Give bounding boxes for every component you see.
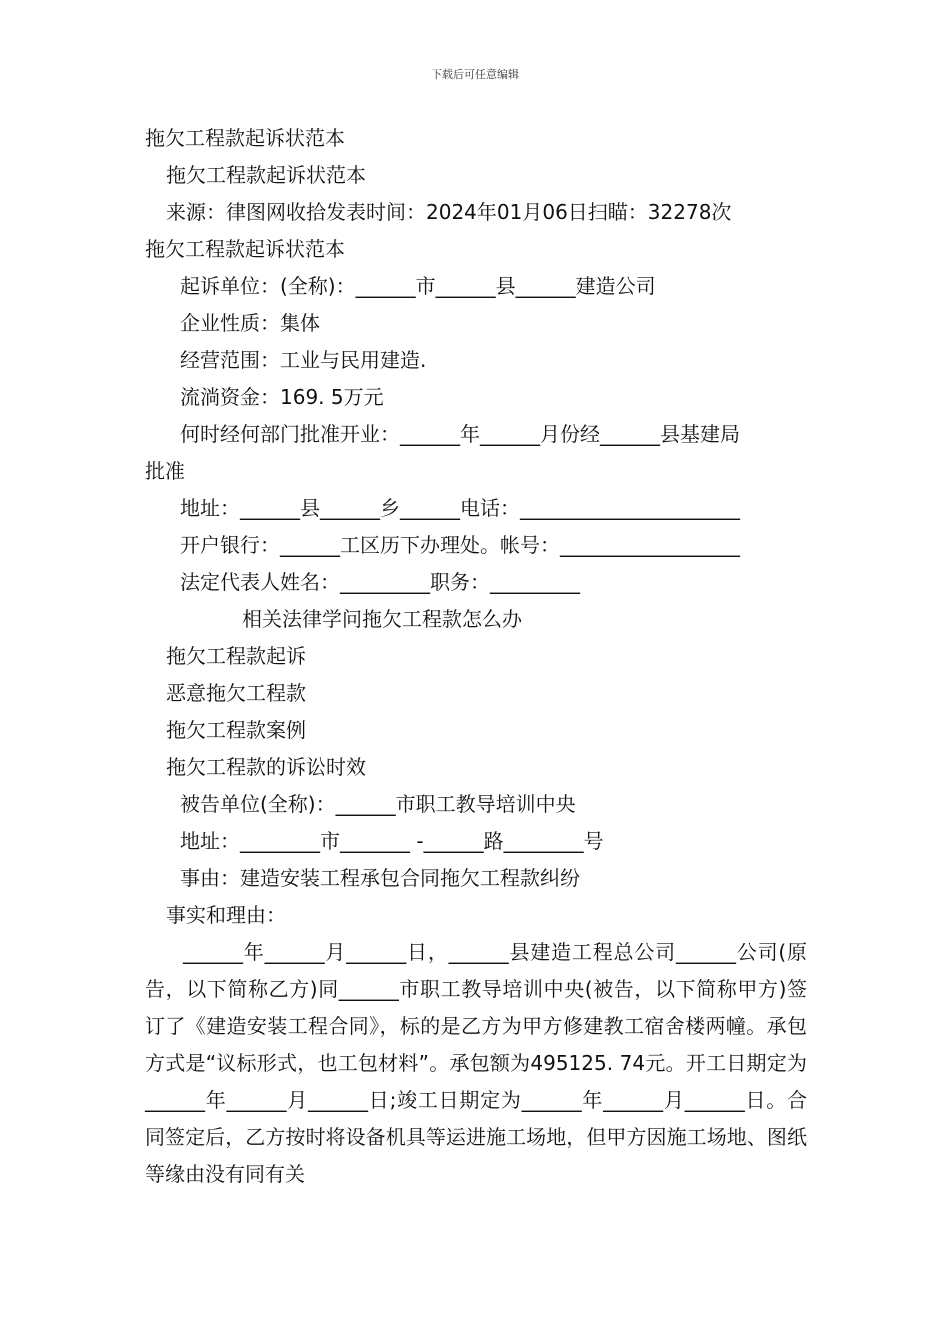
page-header: 下载后可任意编辑: [431, 68, 519, 81]
related-link-4[interactable]: 拖欠工程款的诉讼时效: [166, 755, 366, 779]
enterprise-nature: 企业性质：集体: [180, 311, 320, 335]
section-title: 拖欠工程款起诉状范本: [145, 237, 345, 261]
facts-heading: 事实和理由：: [166, 903, 286, 927]
related-link-1[interactable]: 拖欠工程款起诉: [166, 644, 306, 668]
legal-representative: 法定代表人姓名：_________职务：_________: [180, 570, 580, 594]
related-link-2[interactable]: 恶意拖欠工程款: [166, 681, 306, 705]
related-knowledge-heading: 相关法律学问拖欠工程款怎么办: [242, 607, 522, 631]
approval-line-cont: 批准: [145, 459, 185, 483]
source-line: 来源：律图网收拾发表时间：2024年01月06日扫瞄：32278次: [166, 200, 732, 224]
related-link-3[interactable]: 拖欠工程款案例: [166, 718, 306, 742]
defendant-address: 地址：________市_______ -______路________号: [180, 829, 604, 853]
business-scope: 经营范围：工业与民用建造.: [180, 348, 427, 372]
cause-of-action: 事由：建造安装工程承包合同拖欠工程款纠纷: [180, 866, 580, 890]
facts-paragraph: ______年______月______日，______县建造工程总公司______公司(原告，以下简称乙方)同______市职工教导培训中央(被告，以下简称甲方)签订了《建造安装工程合同》，标的是乙方为甲方修建教工宿舍楼两幢。承包方式是“议标形式，也工包材料”。承包额为495125. 74元。开工日期定为______年______月______日;竣工日期定为______年______月______日。合同签定后，乙方按时将设备机具等运进施工场地，但甲方因施工场地、图纸等缘由没有同有关: [145, 940, 807, 1186]
defendant-name: 被告单位(全称)：______市职工教导培训中央: [180, 792, 576, 816]
bank-account: 开户银行：______工区历下办理处。帐号：__________________: [180, 533, 740, 557]
doc-title: 拖欠工程款起诉状范本: [145, 126, 345, 150]
plaintiff-address: 地址：______县______乡______电话：______________________: [180, 496, 740, 520]
working-capital: 流淌资金：169. 5万元: [180, 385, 384, 409]
approval-line: 何时经何部门批准开业：______年______月份经______县基建局: [180, 422, 740, 446]
plaintiff-name: 起诉单位：(全称)：______市______县______建造公司: [180, 274, 656, 298]
document-body: [145, 120, 807, 1193]
doc-subtitle: 拖欠工程款起诉状范本: [166, 163, 366, 187]
